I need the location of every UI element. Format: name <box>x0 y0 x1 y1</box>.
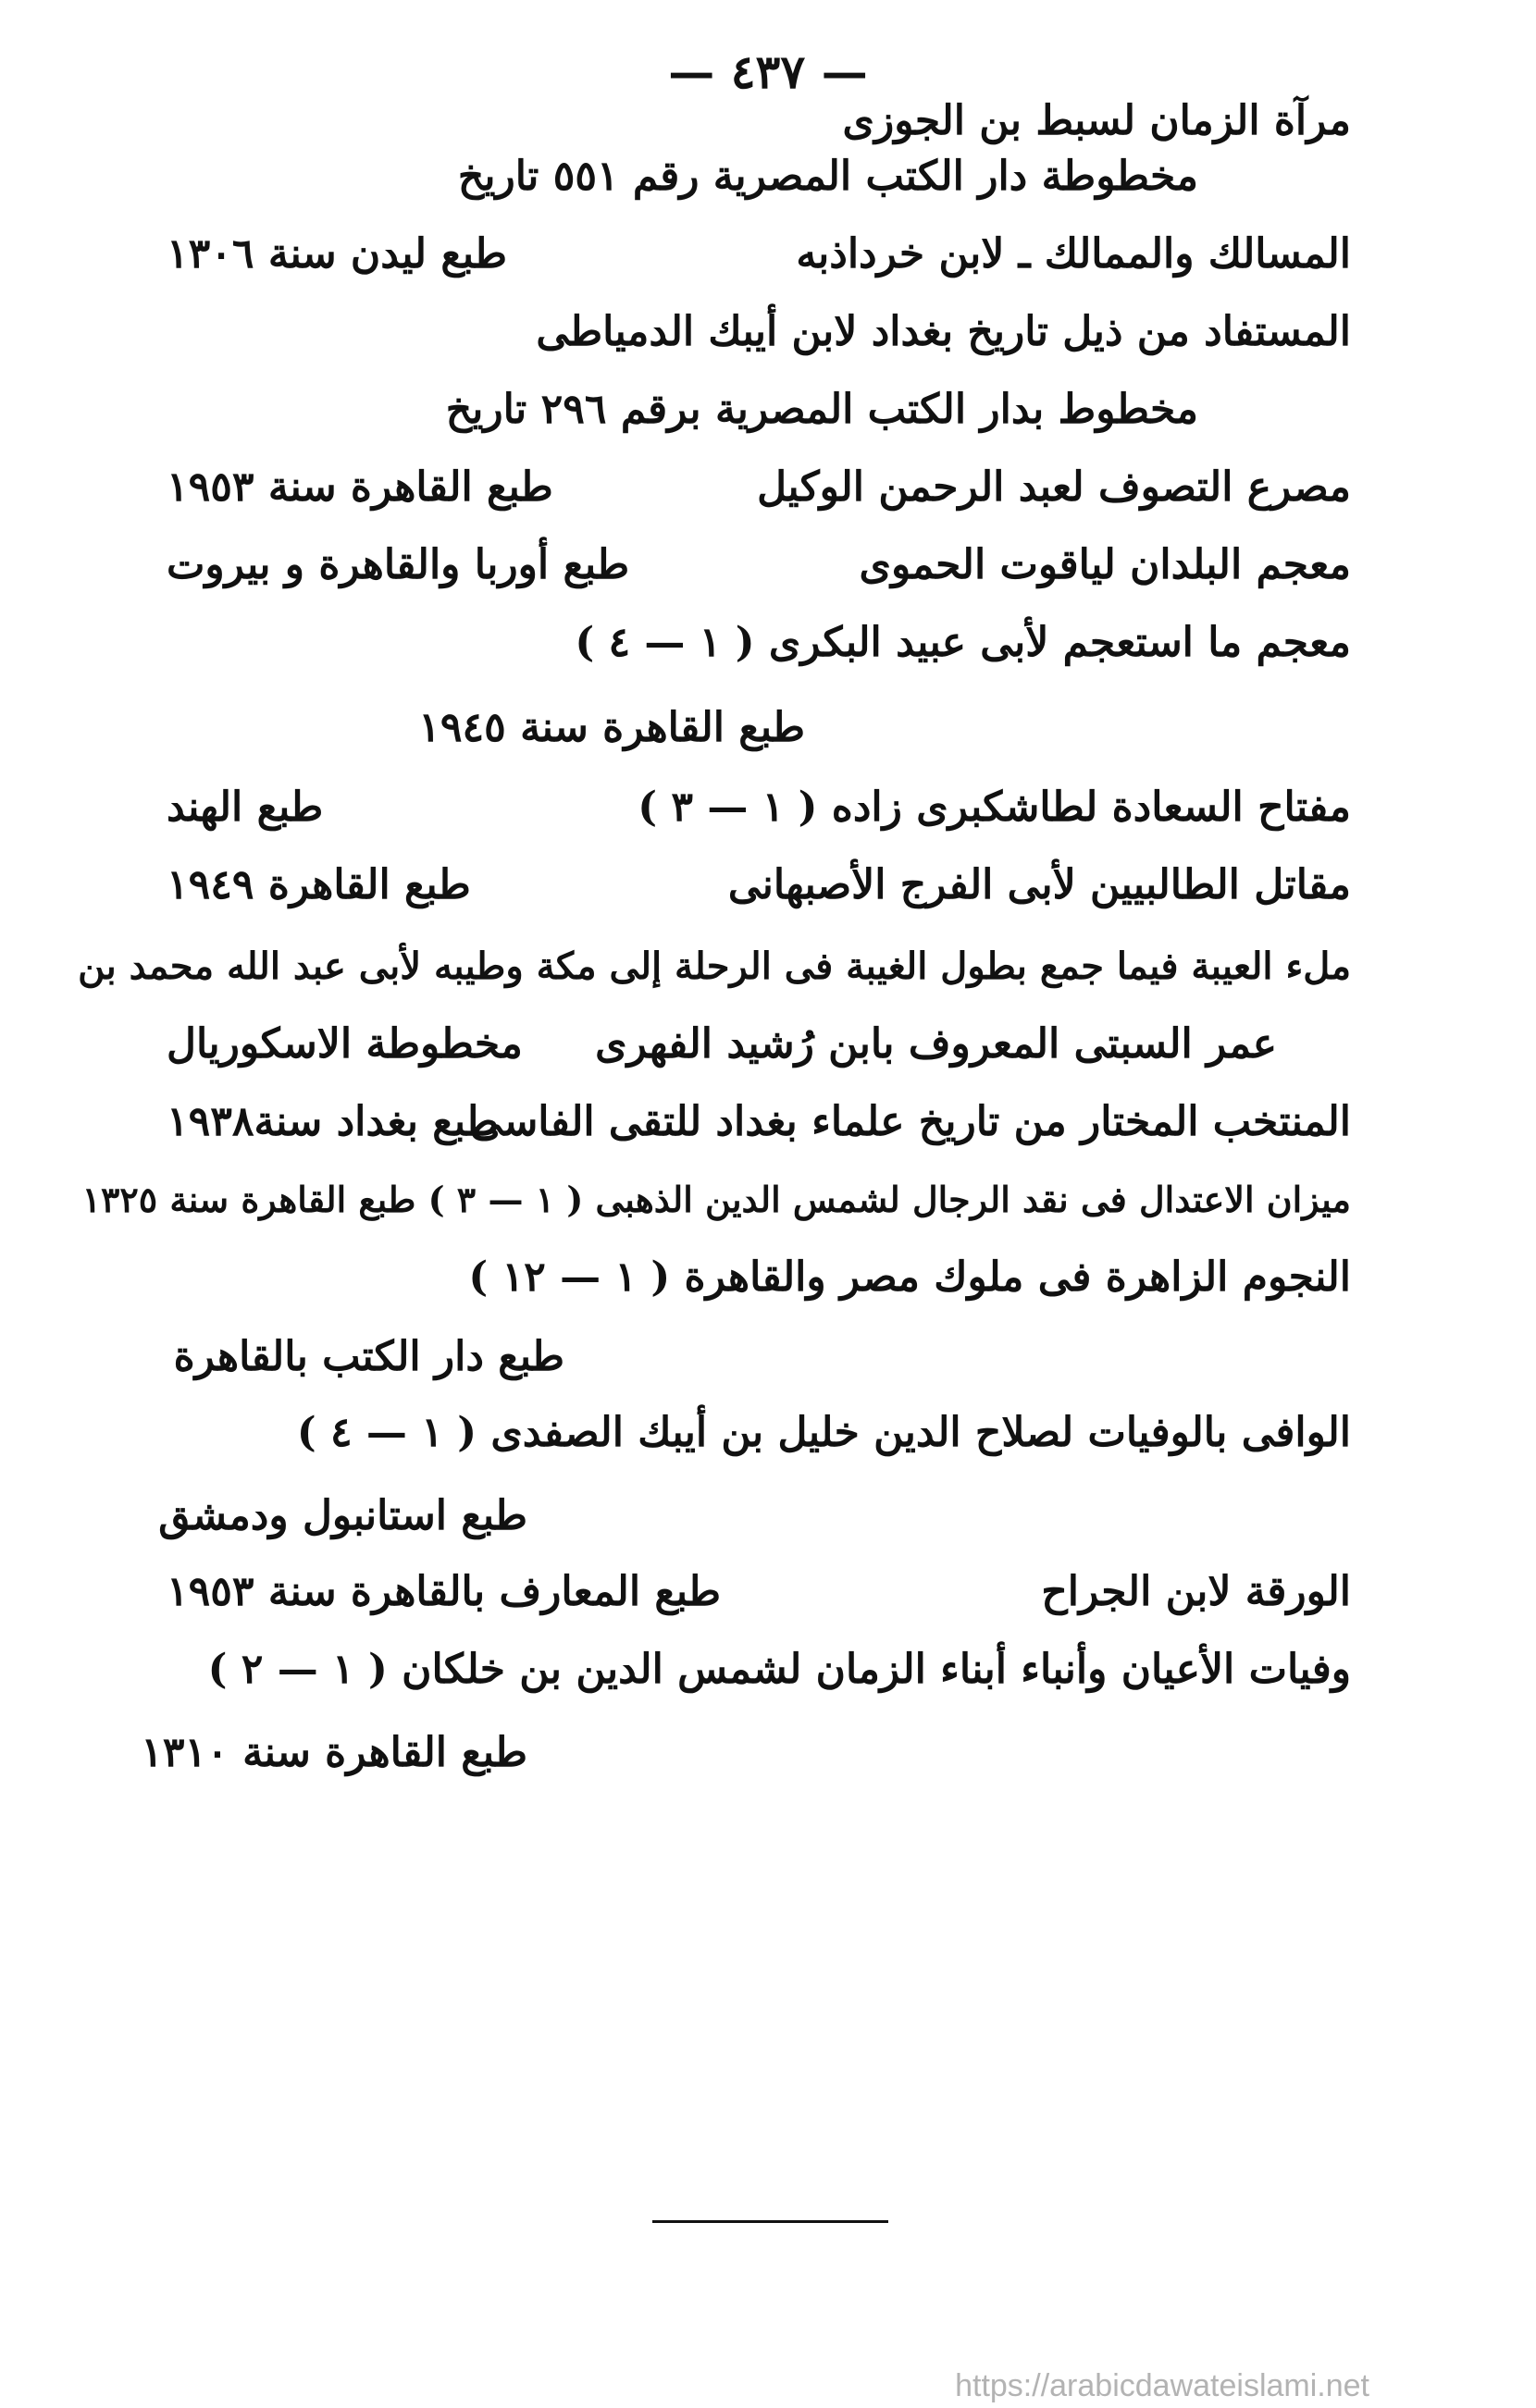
list-item <box>167 1560 1351 1624</box>
list-item <box>167 1401 1351 1465</box>
entry-title: مقاتل الطالبيين لأبى الفرج الأصبهانى <box>727 861 1351 908</box>
entry-edition: طبع الهند <box>167 784 324 831</box>
entry-edition: طبع المعارف بالقاهرة سنة ١٩٥٣ <box>167 1568 722 1615</box>
list-item <box>167 853 1351 918</box>
entry-title: النجوم الزاهرة فى ملوك مصر والقاهرة ( ١ — ١٢ ) <box>468 1253 1351 1301</box>
entry-edition: طبع القاهرة سنة ١٩٤٥ <box>418 704 805 751</box>
entry-edition: طبع استانبول ودمشق <box>158 1492 527 1539</box>
entry-edition: طبع بغداد سنة١٩٣٨ <box>167 1098 500 1145</box>
list-item <box>81 1167 1351 1232</box>
list-item <box>167 1325 1351 1389</box>
entry-title: المسالك والممالك ـ لابن خرداذبه <box>796 230 1351 278</box>
entry-edition: طبع القاهرة سنة ١٩٥٣ <box>167 463 553 511</box>
entry-title: مخطوط بدار الكتب المصرية برقم ٢٩٦ تاريخ <box>445 386 1198 433</box>
list-item <box>158 1484 1351 1549</box>
list-item <box>167 1637 1351 1702</box>
entry-edition: طبع دار الكتب بالقاهرة <box>173 1333 564 1380</box>
end-rule <box>652 2220 888 2223</box>
list-item <box>141 1721 1351 1785</box>
entry-title: معجم البلدان لياقوت الحموى <box>859 541 1351 588</box>
list-item <box>167 222 1351 287</box>
list-item <box>167 1090 1351 1155</box>
list-item <box>167 611 1351 675</box>
entry-title: مفتاح السعادة لطاشكبرى زاده ( ١ — ٣ ) <box>638 784 1351 831</box>
entry-edition: مخطوطة الاسكوريال <box>167 1020 523 1068</box>
entry-title: المستفاد من ذيل تاريخ بغداد لابن أيبك الدمياطى <box>536 308 1351 355</box>
page-number: — ٤٣٧ — <box>668 44 868 99</box>
list-item <box>167 144 1351 209</box>
list-item <box>167 775 1351 840</box>
entry-title: مصرع التصوف لعبد الرحمن الوكيل <box>757 463 1351 511</box>
entry-title: ميزان الاعتدال فى نقد الرجال لشمس الدين الذهبى ( ١ — ٣ ) طبع القاهرة سنة ١٣٢٥ <box>81 1179 1351 1220</box>
entry-title: وفيات الأعيان وأنباء أبناء الزمان لشمس الدين بن خلكان ( ١ — ٢ ) <box>207 1646 1351 1693</box>
entry-edition: طبع أوربا والقاهرة و بيروت <box>167 541 630 588</box>
list-item <box>167 1012 1351 1077</box>
entry-title: الوافى بالوفيات لصلاح الدين خليل بن أيبك الصفدى ( ١ — ٤ ) <box>296 1409 1351 1456</box>
watermark: https://arabicdawateislami.net <box>955 2368 1369 2403</box>
entry-title: عمر السبتى المعروف بابن رُشيد الفهرى <box>595 1020 1277 1068</box>
list-item <box>167 696 1351 760</box>
list-item <box>167 1245 1351 1310</box>
list-item <box>167 300 1351 364</box>
list-item <box>167 455 1351 520</box>
entry-title: ملء العيبة فيما جمع بطول الغيبة فى الرحلة إلى مكة وطيبه لأبى عبد الله محمد بن <box>78 945 1351 988</box>
entry-title: المنتخب المختار من تاريخ علماء بغداد للتقى الفاسى <box>469 1098 1351 1145</box>
list-item <box>167 533 1351 598</box>
entry-title: الورقة لابن الجراح <box>1041 1568 1351 1615</box>
entry-edition: طبع ليدن سنة ١٣٠٦ <box>167 230 508 278</box>
entry-edition: طبع القاهرة سنة ١٣١٠ <box>141 1729 527 1776</box>
entry-title: مخطوطة دار الكتب المصرية رقم ٥٥١ تاريخ <box>457 153 1198 200</box>
list-item <box>167 377 1351 442</box>
entry-edition: طبع القاهرة ١٩٤٩ <box>167 861 471 908</box>
entry-title: معجم ما استعجم لأبى عبيد البكرى ( ١ — ٤ ) <box>575 619 1351 666</box>
entry-title: مرآة الزمان لسبط بن الجوزى <box>842 97 1351 144</box>
list-item <box>78 934 1351 999</box>
